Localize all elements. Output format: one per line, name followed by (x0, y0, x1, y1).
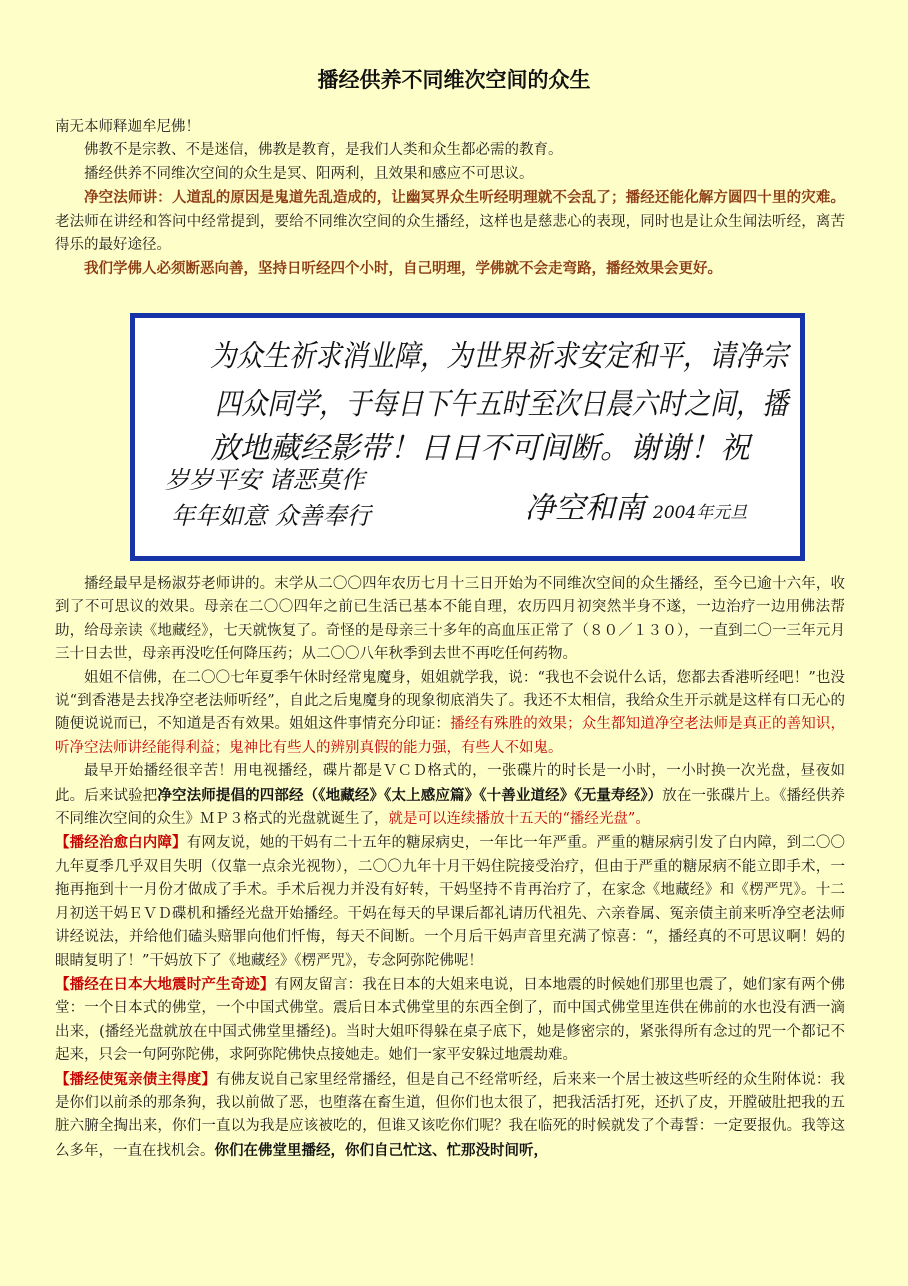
practice-advice: 我们学佛人必须断恶向善，坚持日听经四个小时，自己明理，学佛就不会走弯路，播经效果会更好。 (84, 260, 722, 278)
story-creditors (55, 1068, 845, 1164)
intro-paragraph-4 (55, 257, 845, 281)
intro-paragraph-3 (55, 186, 845, 257)
calligraphy-signature: 净空和南 (525, 491, 645, 526)
calligraphy-image (130, 313, 805, 561)
body-paragraph-3-highlight: 就是可以连续播放十五天的“播经光盘”。 (388, 811, 650, 828)
body-paragraph-3-text-b: 放在一张碟片上。《播经供养不同维次空间的众生》ＭＰ３格式的光盘就诞生了， (55, 787, 845, 828)
story-cataract-text: 有网友说，她的干妈有二十五年的糖尿病史，一年比一年严重。严重的糖尿病引发了白内障，到二〇〇九年夏季几乎双目失明（仅靠一点余光视物），二〇〇九年十月干妈住院接受治疗，但由于严重的糖尿病不能立即手术，一拖再拖到十一月份才做成了手术。手术后视力并没有好转，干妈坚持不肯再治疗了，在家念《地藏经》和《楞严咒》。十二月初送干妈ＥＶＤ碟机和播经光盘开始播经。干妈在每天的早课后都礼请历代祖先、六亲眷属、冤亲债主前来听净空老法师讲经说法，并给他们磕头赔罪向他们忏悔，每天不间断。一个月后干妈声音里充满了惊喜：“，播经真的不可思议啊！妈的眼睛复明了！”干妈放下了《地藏经》《楞严咒》，专念阿弥陀佛呢！ (55, 835, 846, 969)
intro-paragraph-1: 佛教不是宗教、不是迷信，佛教是教育，是我们人类和众生都必需的教育。 (84, 142, 563, 159)
calligraphy-line-2: 四众同学，于每日下午五时至次日晨六时之间，播 (215, 387, 792, 422)
body-paragraph-1: 播经最早是杨淑芬老师讲的。末学从二〇〇四年农历七月十三日开始为不同维次空间的众生播经，至今已逾十六年，收到了不可思议的效果。母亲在二〇〇四年之前已生活已基本不能自理，农历四月初突然半身不遂，一边治疗一边用佛法帮助，给母亲读《地藏经》，七天就恢复了。奇怪的是母亲三十多年的高血压正常了（８０／１３０），一直到二〇一三年元月三十日去世，母亲再没吃任何降压药；从二〇〇八年秋季到去世不再吃任何药物。 (55, 576, 845, 663)
page-title: 播经供养不同维次空间的众生 (317, 68, 591, 92)
intro-paragraph-3-rest: 老法师在讲经和答问中经常提到，要给不同维次空间的众生播经，这样也是慈悲心的表现，同时也是让众生闻法听经，离苦得乐的最好途径。 (55, 213, 845, 254)
calligraphy-line-3: 放地藏经影带！日日不可间断。谢谢！祝 (210, 431, 750, 466)
four-sutras: 净空法师提倡的四部经（《地藏经》《太上感应篇》《十善业道经》《无量寿经》） (157, 786, 663, 804)
body-paragraph-2-highlight: 播经有殊胜的效果；众生都知道净空老法师是真正的善知识，听净空法师讲经能得利益；鬼神比有些人的辨别真假的能力强，有些人不如鬼。 (55, 716, 846, 756)
intro-homage: 南无本师释迦牟尼佛！ (55, 119, 200, 135)
calligraphy-line-1: 为众生祈求消业障，为世界祈求安定和平，请净宗 (210, 339, 792, 374)
story-creditors-heading: 【播经使冤亲债主得度】 (55, 1070, 216, 1088)
story-earthquake-text: 有网友留言：我在日本的大姐来电说，日本地震的时候她们那里也震了，她们家有两个佛堂：一个日本式的佛堂，一个中国式佛堂。震后日本式佛堂里的东西全倒了，而中国式佛堂里连供在佛前的水也没有洒一滴出来，(播经光盘就放在中国式佛堂里播经)。当时大姐吓得躲在桌子底下，她是修密宗的，紧张得所有念过的咒一个都记不起来，只会一句阿弥陀佛，求阿弥陀佛快点接她走。她们一家平安躲过地震劫难。 (55, 976, 845, 1064)
body-paragraph-2 (55, 667, 845, 761)
story-cataract-heading: 【播经治愈白内障】 (55, 834, 187, 852)
body-section (55, 573, 845, 1163)
intro-paragraph-2: 播经供养不同维次空间的众生是冥、阳两利，且效果和感应不可思议。 (84, 165, 534, 182)
story-earthquake-heading: 【播经在日本大地震时产生奇迹】 (55, 975, 275, 993)
calligraphy-blessing-1: 岁岁平安 诸恶莫作 (165, 466, 365, 494)
story-earthquake (55, 973, 845, 1068)
intro-section (55, 116, 845, 282)
master-quote: 净空法师讲：人道乱的原因是鬼道先乱造成的，让幽冥界众生听经明理就不会乱了；播经还能化解方圆四十里的灾难。 (84, 189, 845, 207)
story-cataract (55, 831, 845, 972)
calligraphy-blessing-2: 年年如意 众善奉行 (171, 502, 371, 530)
story-creditors-text: 有佛友说自己家里经常播经，但是自己不经常听经，后来来一个居士被这些听经的众生附体说：我是你们以前杀的那条狗，我以前做了恶，也堕落在畜生道，但你们也太很了，把我活活打死，还扒了皮，开膛破肚把我的五脏六腑全掏出来，你们一直以为我是应该被吃的，但谁又该吃你们呢？我在临死的时候就发了个毒誓：一定要报仇。我等这么多年，一直在找机会。 (55, 1071, 845, 1159)
body-paragraph-3-text-a: 最早开始播经很辛苦！用电视播经，碟片都是ＶＣＤ格式的，一张碟片的时长是一小时，一小时换一次光盘，昼夜如此。后来试验把 (55, 763, 845, 804)
calligraphy-date: 2004年元旦 (653, 503, 748, 523)
body-paragraph-3 (55, 760, 845, 831)
story-creditors-bold: 你们在佛堂里播经，你们自己忙这、忙那没时间听， (214, 1141, 548, 1159)
body-paragraph-2-text: 姐姐不信佛，在二〇〇七年夏季午休时经常鬼魔身，姐姐就学我，说：“我也不会说什么话，您都去香港听经吧！”也没说“到香港是去找净空老法师听经”，自此之后鬼魔身的现象彻底消失了。我还不太相信，我给众生开示就是这样有口无心的随便说说而已，不知道是否有效果。姐姐这件事情充分印证： (55, 669, 845, 733)
